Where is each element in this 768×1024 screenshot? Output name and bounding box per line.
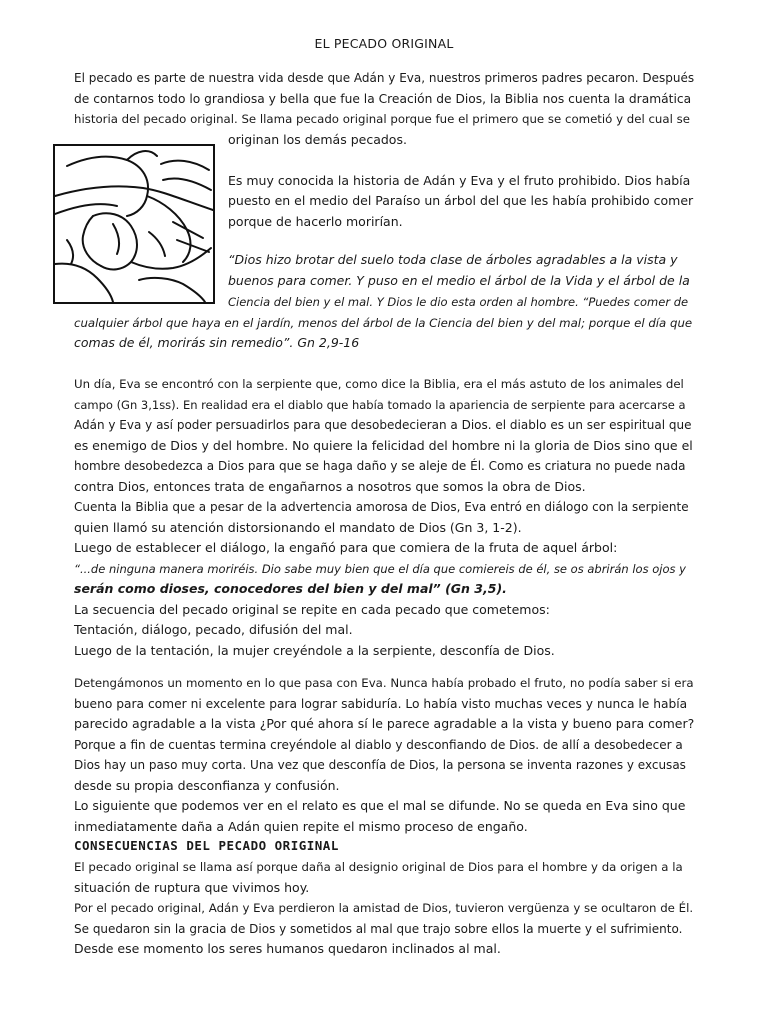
story-line-1: Es muy conocida la historia de Adán y Eva y el fruto prohibido. Dios había (228, 173, 691, 188)
serpent-line-6: contra Dios, entonces trata de engañarnos a nosotros que somos la obra de Dios. (74, 479, 586, 494)
serpent-line-9: Luego de establecer el diálogo, la engañó para que comiera de la fruta de aquel árbol: (74, 540, 618, 555)
serpent-line-3: Adán y Eva y así poder persuadirlos para que desobedecieran a Dios. el diablo es un ser espiritual que (74, 418, 692, 432)
intro-line-3: historia del pecado original. Se llama pecado original porque fue el primero que se cometió y del cual se (74, 112, 690, 126)
intro-line-2: de contarnos todo lo grandiosa y bella que fue la Creación de Dios, la Biblia nos cuenta la dramática (74, 92, 692, 106)
quote-line-4: cualquier árbol que haya en el jardín, menos del árbol de la Ciencia del bien y del mal; porque el día que (74, 316, 693, 330)
serpent-line-4: es enemigo de Dios y del hombre. No quiere la felicidad del hombre ni la gloria de Dios sino que el (74, 438, 693, 453)
consequences-line-4: Se quedaron sin la gracia de Dios y sometidos al mal que trajo sobre ellos la muerte y el sufrimiento. (74, 922, 683, 936)
intro-line-1: El pecado es parte de nuestra vida desde que Adán y Eva, nuestros primeros padres pecaron. Después (74, 71, 695, 85)
serpent-line-1: Un día, Eva se encontró con la serpiente que, como dice la Biblia, era el más astuto de los animales del (74, 377, 684, 391)
intro-line-4: originan los demás pecados. (228, 132, 407, 147)
eva-line-6: desde su propia desconfianza y confusión. (74, 778, 340, 793)
quote-line-2: buenos para comer. Y puso en el medio el árbol de la Vida y el árbol de la (228, 273, 690, 288)
sequence-line-1: La secuencia del pecado original se repite en cada pecado que cometemos: (74, 602, 550, 617)
serpent-line-2: campo (Gn 3,1ss). En realidad era el diablo que había tomado la apariencia de serpiente para acercarse a (74, 398, 686, 412)
sequence-line-2: Tentación, diálogo, pecado, difusión del mal. (74, 622, 353, 637)
eva-line-4: Porque a fin de cuentas termina creyéndole al diablo y desconfiando de Dios. de allí a desobedecer a (74, 738, 683, 752)
page-title: EL PECADO ORIGINAL (314, 36, 454, 51)
eva-line-2: bueno para comer ni excelente para lograr sabiduría. Lo había visto muchas veces y nunca le había (74, 697, 688, 711)
quote-line-3: Ciencia del bien y el mal. Y Dios le dio esta orden al hombre. “Puedes comer de (228, 295, 689, 309)
adam-eve-illustration (53, 144, 215, 304)
eva-line-7: Lo siguiente que podemos ver en el relato es que el mal se difunde. No se queda en Eva sino que (74, 798, 686, 813)
story-line-3: porque de hacerlo morirían. (228, 214, 403, 229)
eva-line-5: Dios hay un paso muy corta. Una vez que desconfía de Dios, la persona se inventa razones y excusas (74, 758, 686, 772)
story-line-2: puesto en el medio del Paraíso un árbol del que les había prohibido comer (228, 193, 694, 208)
serpent-line-5: hombre desobedezca a Dios para que se haga daño y se aleje de Él. Como es criatura no puede nada (74, 459, 686, 473)
quote-line-1: “Dios hizo brotar del suelo toda clase de árboles agradables a la vista y (228, 252, 678, 267)
eva-line-1: Detengámonos un momento en lo que pasa con Eva. Nunca había probado el fruto, no podía saber si era (74, 676, 694, 690)
serpent-quote-line-1: “...de ninguna manera moriréis. Dio sabe muy bien que el día que comiereis de él, se os abrirán los ojos y (74, 562, 686, 576)
eva-line-3: parecido agradable a la vista ¿Por qué ahora sí le parece agradable a la vista y bueno para comer? (74, 716, 695, 731)
eva-line-8: inmediatamente daña a Adán quien repite el mismo proceso de engaño. (74, 819, 528, 834)
quote-line-5: comas de él, morirás sin remedio”. Gn 2,9-16 (74, 335, 360, 350)
serpent-line-7: Cuenta la Biblia que a pesar de la advertencia amorosa de Dios, Eva entró en diálogo con la serpiente (74, 500, 689, 514)
sequence-line-3: Luego de la tentación, la mujer creyéndole a la serpiente, desconfía de Dios. (74, 643, 555, 658)
consequences-line-3: Por el pecado original, Adán y Eva perdieron la amistad de Dios, tuvieron vergüenza y se ocultaron de Él. (74, 901, 694, 915)
consequences-heading: CONSECUENCIAS DEL PECADO ORIGINAL (74, 838, 339, 853)
consequences-line-2: situación de ruptura que vivimos hoy. (74, 880, 310, 895)
consequences-line-1: El pecado original se llama así porque daña al designio original de Dios para el hombre y da origen a la (74, 860, 683, 874)
serpent-quote-line-2: serán como dioses, conocedores del bien y del mal” (Gn 3,5). (74, 581, 507, 596)
consequences-line-5: Desde ese momento los seres humanos quedaron inclinados al mal. (74, 941, 501, 956)
serpent-line-8: quien llamó su atención distorsionando el mandato de Dios (Gn 3, 1-2). (74, 520, 522, 535)
